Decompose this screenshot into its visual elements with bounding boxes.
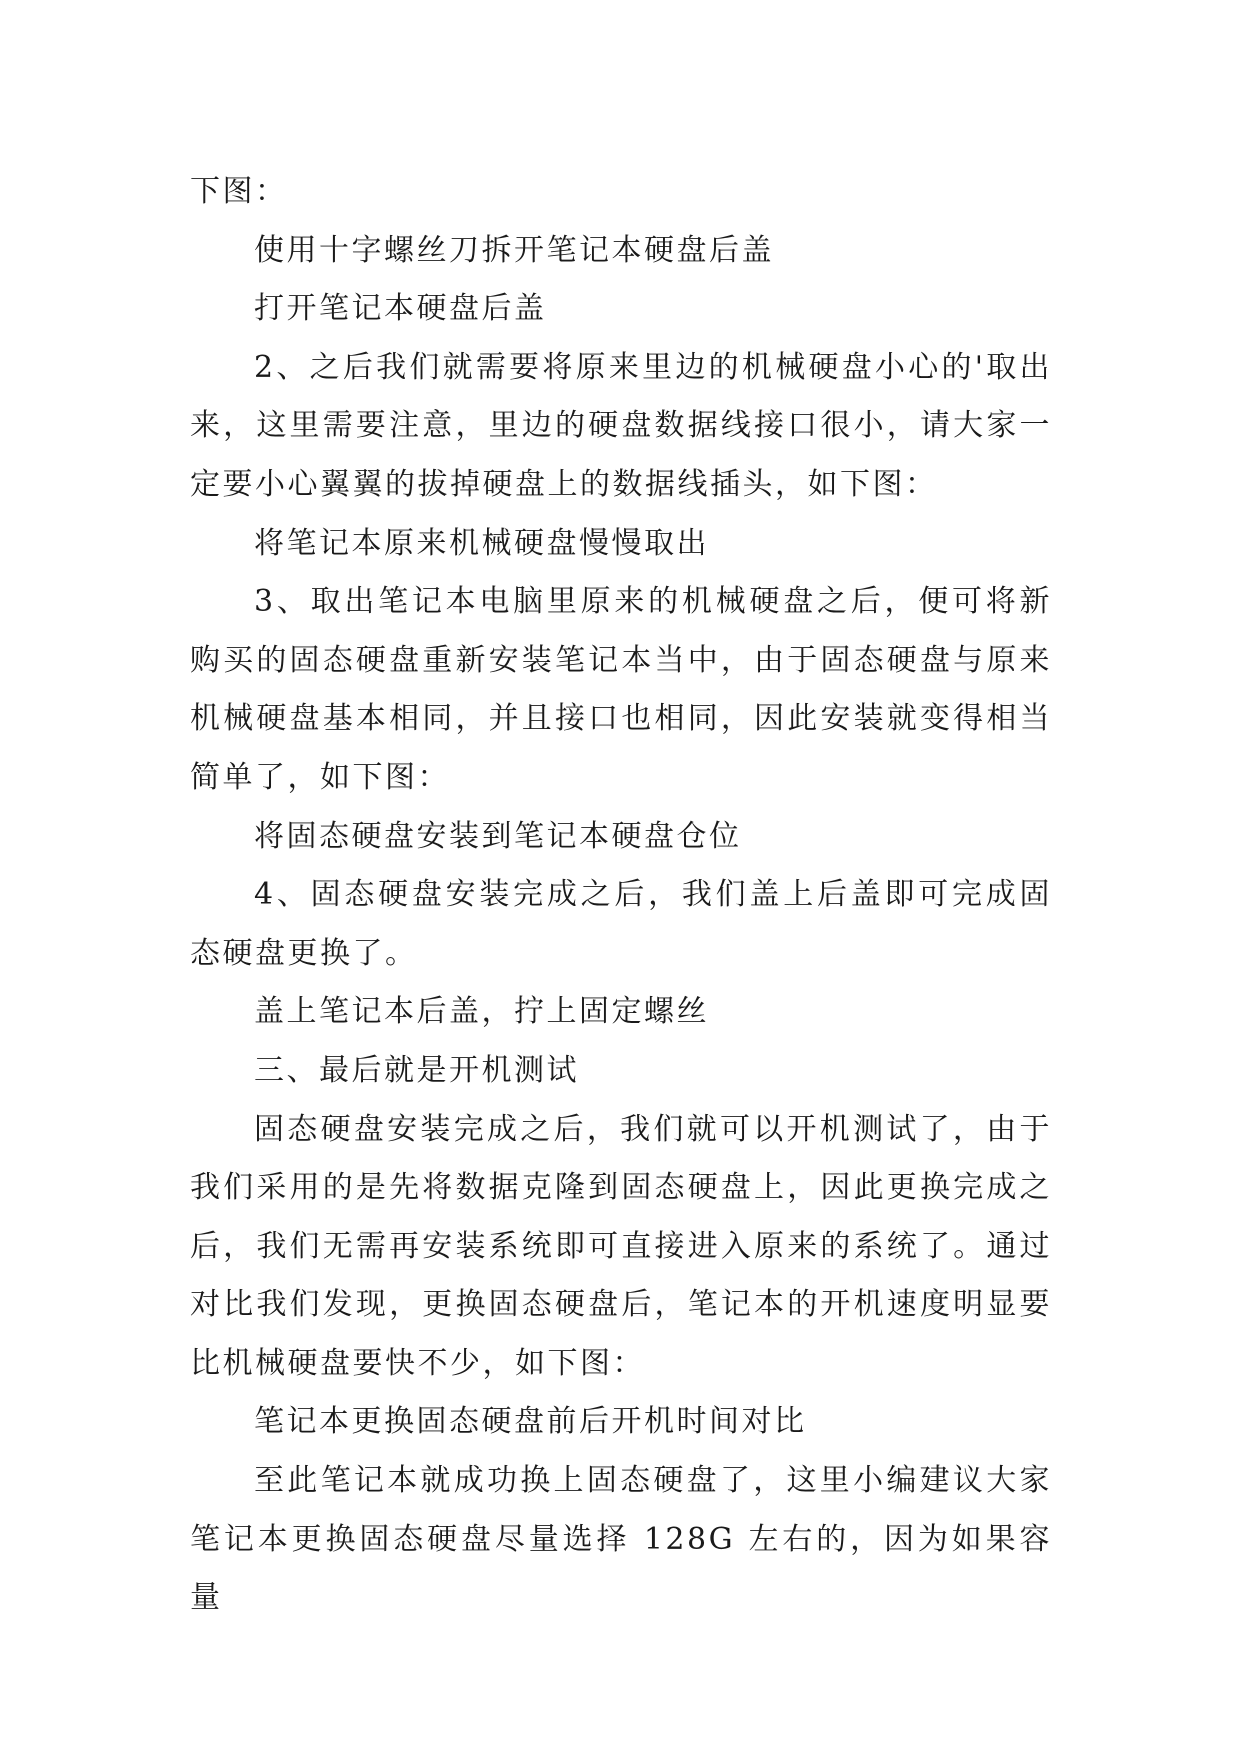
figure-caption-boot-time-comparison: 笔记本更换固态硬盘前后开机时间对比 bbox=[254, 1404, 807, 1440]
paragraph-continuation: 下图： bbox=[190, 174, 288, 209]
figure-caption-remove-hdd: 将笔记本原来机械硬盘慢慢取出 bbox=[254, 525, 709, 561]
paragraph-step-2: 2、之后我们就需要将原来里边的机械硬盘小心的'取出来，这里需要注意，里边的硬盘数据线接口很小，请大家一定要小心翼翼的拔掉硬盘上的数据线插头，如下图： bbox=[190, 349, 1052, 502]
section-heading-boot-test: 三、最后就是开机测试 bbox=[254, 1052, 579, 1088]
figure-caption-close-cover: 盖上笔记本后盖，拧上固定螺丝 bbox=[254, 994, 709, 1030]
paragraph-conclusion: 至此笔记本就成功换上固态硬盘了，这里小编建议大家笔记本更换固态硬盘尽量选择 128G 左右的，因为如果容量 bbox=[190, 1463, 1052, 1616]
figure-caption-open-cover: 打开笔记本硬盘后盖 bbox=[254, 291, 547, 327]
figure-caption-remove-cover: 使用十字螺丝刀拆开笔记本硬盘后盖 bbox=[254, 232, 774, 268]
paragraph-step-4: 4、固态硬盘安装完成之后，我们盖上后盖即可完成固态硬盘更换了。 bbox=[190, 877, 1052, 971]
paragraph-step-3: 3、取出笔记本电脑里原来的机械硬盘之后，便可将新购买的固态硬盘重新安装笔记本当中，由于固态硬盘与原来机械硬盘基本相同，并且接口也相同，因此安装就变得相当简单了，如下图： bbox=[190, 584, 1052, 795]
paragraph-boot-test: 固态硬盘安装完成之后，我们就可以开机测试了，由于我们采用的是先将数据克隆到固态硬盘上，因此更换完成之后，我们无需再安装系统即可直接进入原来的系统了。通过对比我们发现，更换固态硬盘后，笔记本的开机速度明显要比机械硬盘要快不少，如下图： bbox=[190, 1111, 1052, 1381]
figure-caption-install-ssd: 将固态硬盘安装到笔记本硬盘仓位 bbox=[254, 818, 742, 854]
document-page bbox=[190, 163, 1052, 1628]
